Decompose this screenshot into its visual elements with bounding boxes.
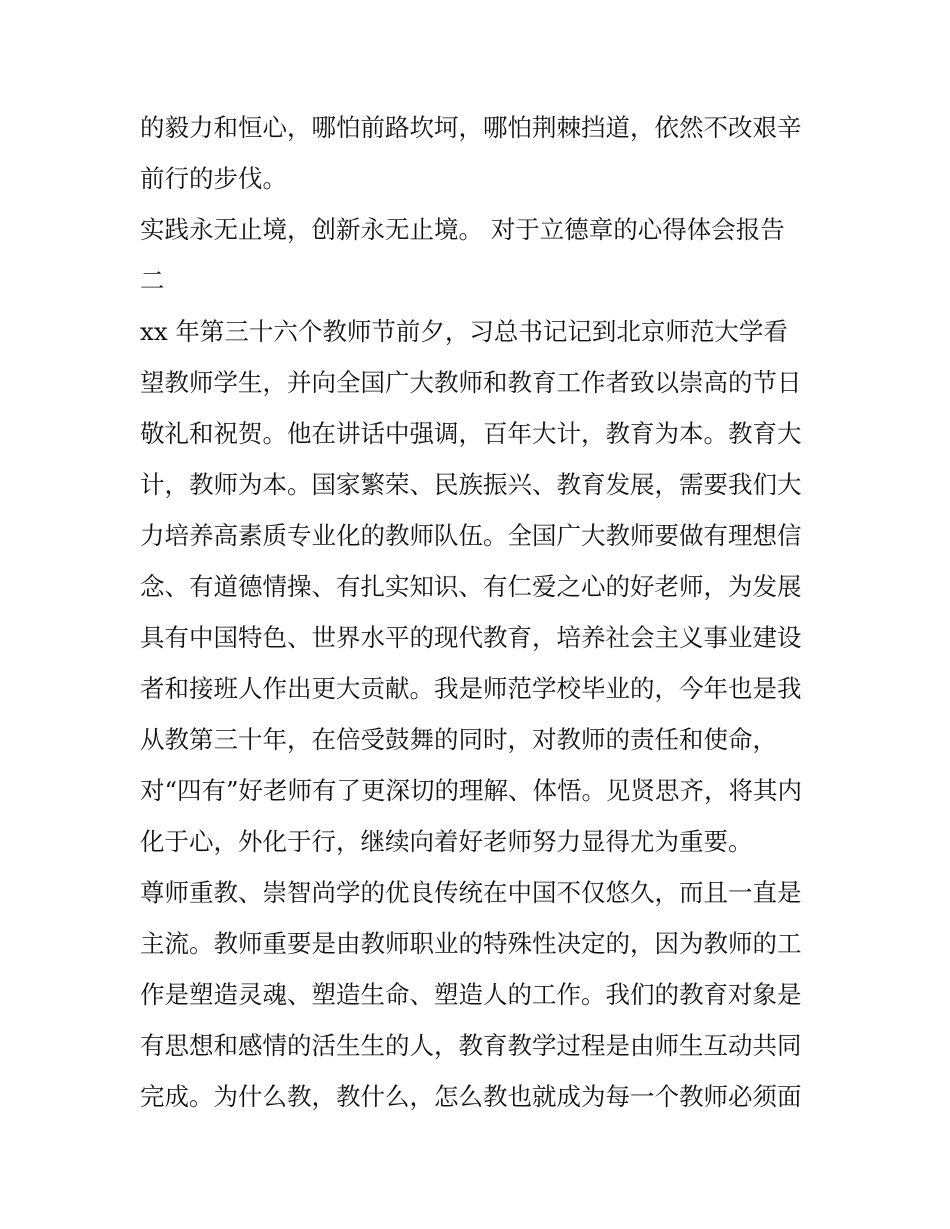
text-line: 者和接班人作出更大贡献。我是师范学校毕业的，今年也是我 xyxy=(140,674,802,703)
text-line: 有思想和感情的活生生的人，教育教学过程是由师生互动共同 xyxy=(140,1031,802,1060)
text-line: 力培养高素质专业化的教师队伍。全国广大教师要做有理想信 xyxy=(140,521,802,550)
text-line: 前行的步伐。 xyxy=(140,164,287,193)
text-line: xx 年第三十六个教师节前夕，习总书记记到北京师范大学看 xyxy=(140,317,788,346)
text-line: 化于心，外化于行，继续向着好老师努力显得尤为重要。 xyxy=(140,827,753,856)
text-line: 从教第三十年，在倍受鼓舞的同时，对教师的责任和使命， xyxy=(140,725,777,754)
text-line: 作是塑造灵魂、塑造生命、塑造人的工作。我们的教育对象是 xyxy=(140,980,802,1009)
text-line: 二 xyxy=(140,266,165,295)
text-line: 具有中国特色、世界水平的现代教育，培养社会主义事业建设 xyxy=(140,623,802,652)
text-line: 对“四有”好老师有了更深切的理解、体悟。见贤思齐，将其内 xyxy=(140,776,803,805)
text-line: 望教师学生，并向全国广大教师和教育工作者致以崇高的节日 xyxy=(140,368,802,397)
text-line: 实践永无止境，创新永无止境。 对于立德章的心得体会报告 xyxy=(140,215,785,244)
text-line: 尊师重教、崇智尚学的优良传统在中国不仅悠久，而且一直是 xyxy=(140,878,802,907)
body-text xyxy=(140,102,820,1122)
text-line: 计，教师为本。国家繁荣、民族振兴、教育发展，需要我们大 xyxy=(140,470,802,499)
text-line: 敬礼和祝贺。他在讲话中强调，百年大计，教育为本。教育大 xyxy=(140,419,802,448)
text-line: 念、有道德情操、有扎实知识、有仁爱之心的好老师，为发展 xyxy=(140,572,802,601)
text-line: 完成。为什么教，教什么，怎么教也就成为每一个教师必须面 xyxy=(140,1082,802,1111)
text-line: 主流。教师重要是由教师职业的特殊性决定的，因为教师的工 xyxy=(140,929,802,958)
text-line: 的毅力和恒心，哪怕前路坎坷，哪怕荆棘挡道，依然不改艰辛 xyxy=(140,113,802,142)
